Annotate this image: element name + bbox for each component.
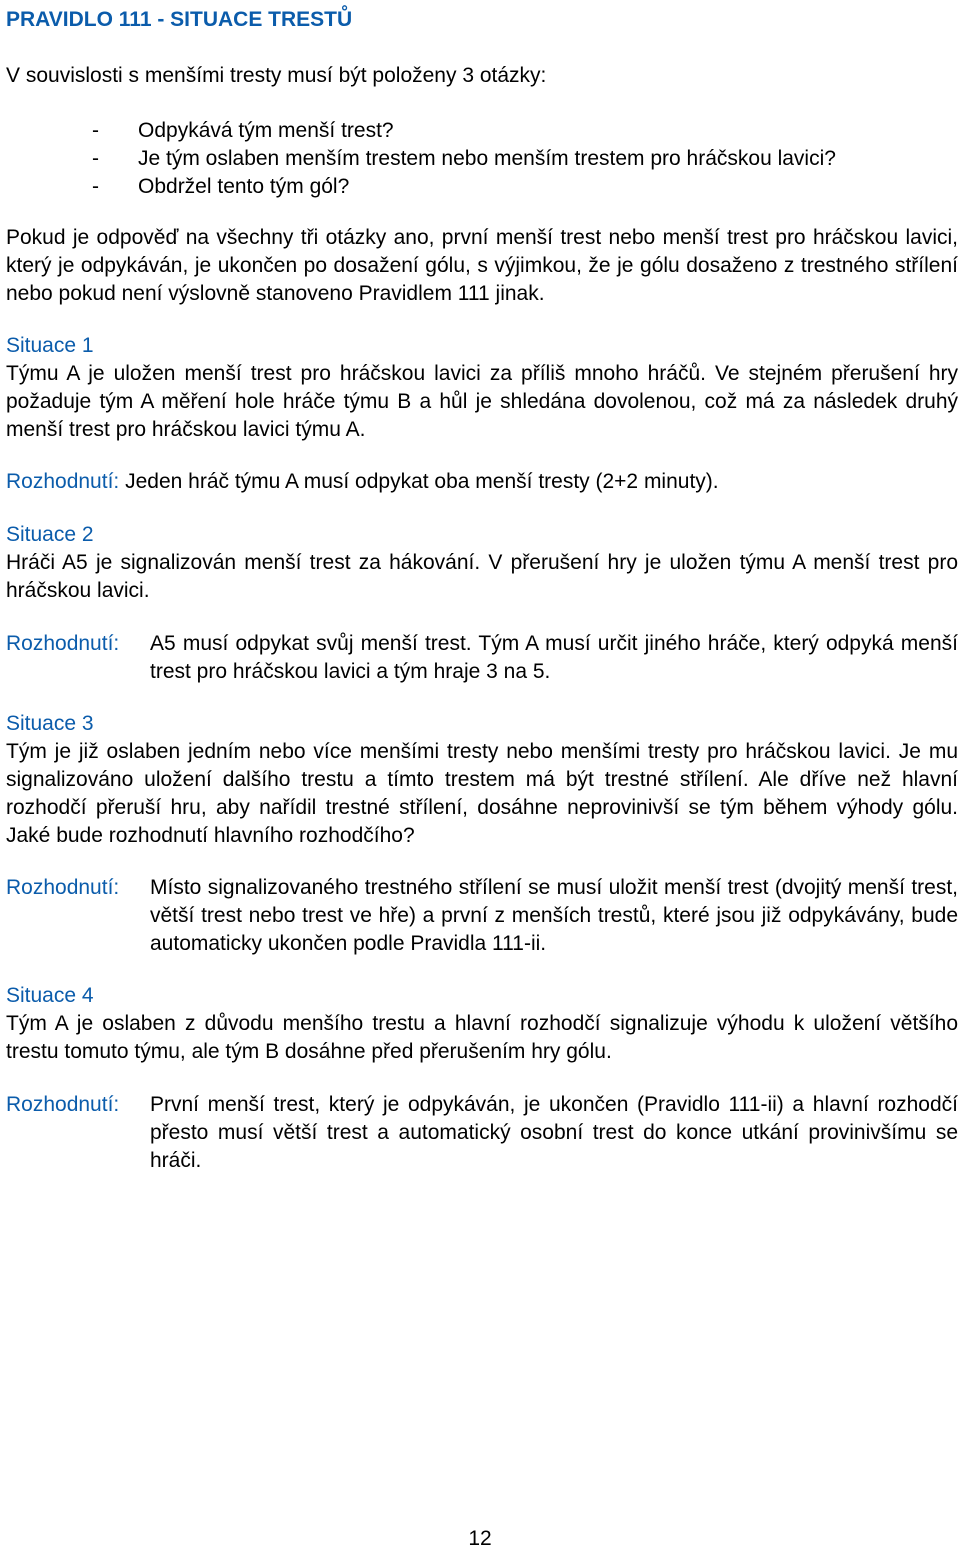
situation-2 — [6, 521, 958, 605]
list-item: - Obdržel tento tým gól? — [92, 173, 836, 201]
decision-3 — [6, 874, 958, 958]
decision-label: Rozhodnutí: — [6, 1093, 120, 1116]
list-dash: - — [92, 175, 99, 198]
question-list — [92, 117, 836, 201]
situation-text: Týmu A je uložen menší trest pro hráčskou lavici za příliš mnoho hráčů. Ve stejném přerušení hry požaduje tým A měření hole hráče týmu B a hůl je shledána dovolenou, což má za následek druhý menší trest pro hráčskou lavici týmu A. — [6, 362, 958, 441]
list-item: - Je tým oslaben menším trestem nebo menším trestem pro hráčskou lavici? — [92, 145, 836, 173]
decision-2 — [6, 630, 958, 686]
decision-label: Rozhodnutí: — [6, 876, 120, 899]
list-dash: - — [92, 119, 99, 142]
decision-label: Rozhodnutí: — [6, 470, 120, 493]
decision-4 — [6, 1091, 958, 1175]
list-dash: - — [92, 147, 99, 170]
list-item: - Odpykává tým menší trest? — [92, 117, 836, 145]
situation-text: Tým je již oslaben jedním nebo více menšími tresty nebo menšími tresty pro hráčskou lavici. Je mu signalizováno uložení dalšího trestu a tímto trestem má být trestné střílení. Ale dříve než hlavní rozhodčí přeruší hru, aby nařídil trestné střílení, dosáhne neprovinivší se tým během výhody gólu. Jaké bude rozhodnutí hlavního rozhodčího? — [6, 740, 958, 847]
situation-3 — [6, 710, 958, 850]
decision-label: Rozhodnutí: — [6, 632, 120, 655]
situation-heading: Situace 4 — [6, 984, 94, 1007]
decision-text: Místo signalizovaného trestného střílení se musí uložit menší trest (dvojitý menší trest, větší trest nebo trest ve hře) a první z menších trestů, které jsou již odpykávány, bude automaticky ukončen podle Pravidla 111-ii. — [150, 876, 958, 955]
page-number: 12 — [468, 1527, 492, 1550]
decision-text: Jeden hráč týmu A musí odpykat oba menší tresty (2+2 minuty). — [125, 470, 719, 493]
decision-1 — [6, 468, 958, 496]
decision-text: A5 musí odpykat svůj menší trest. Tým A musí určit jiného hráče, který odpyká menší trest pro hráčskou lavici a tým hraje 3 na 5. — [150, 632, 958, 683]
situation-text: Tým A je oslaben z důvodu menšího trestu a hlavní rozhodčí signalizuje výhodu k uložení většího trestu tomuto týmu, ale tým B dosáhne před přerušením hry gólu. — [6, 1012, 958, 1063]
situation-4 — [6, 982, 958, 1066]
situation-heading: Situace 2 — [6, 523, 94, 546]
situation-1 — [6, 332, 958, 444]
situation-text: Hráči A5 je signalizován menší trest za hákování. V přerušení hry je uložen týmu A menší trest pro hráčskou lavici. — [6, 551, 958, 602]
decision-text: První menší trest, který je odpykáván, je ukončen (Pravidlo 111-ii) a hlavní rozhodčí přesto musí větší trest a automatický osobní trest do konce utkání provinivšímu se hráči. — [150, 1093, 958, 1172]
situation-heading: Situace 1 — [6, 334, 94, 357]
page-title: PRAVIDLO 111 - SITUACE TRESTŮ — [6, 8, 353, 31]
situation-heading: Situace 3 — [6, 712, 94, 735]
summary-paragraph: Pokud je odpověď na všechny tři otázky ano, první menší trest nebo menší trest pro hráčskou lavici, který je odpykáván, je ukončen po dosažení gólu, s výjimkou, že je gólu dosaženo z trestného střílení nebo pokud není výslovně stanoveno Pravidlem 111 jinak. — [6, 226, 958, 305]
intro-text: V souvislosti s menšími tresty musí být položeny 3 otázky: — [6, 64, 547, 87]
